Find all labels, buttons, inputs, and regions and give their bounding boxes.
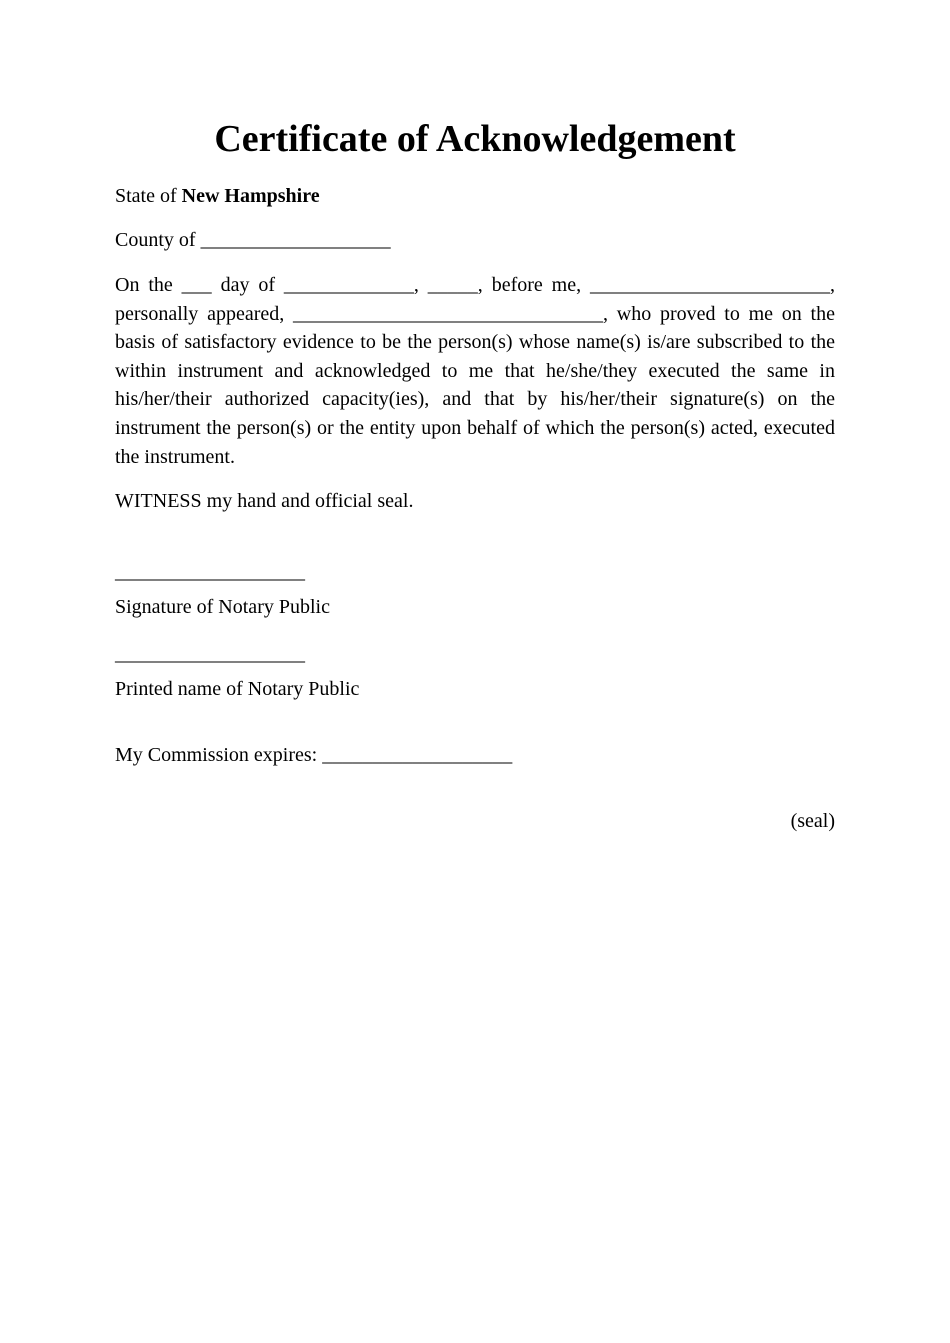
witness-statement: WITNESS my hand and official seal. — [115, 490, 414, 512]
notary-signature-label: Signature of Notary Public — [115, 596, 330, 618]
acknowledgement-paragraph: On the ___ day of _____________, _____, before me, ________________________, personally appeared, _______________________________, who proved to me on the basis of satisfactory evidence to be the person(s) whose name(s) is/are subscribed to the within instrument and acknowledged to me that he/she/they executed the same in his/her/their authorized capacity(ies), and that by his/her/their signature(s) on the instrument the person(s) or the entity upon behalf of which the person(s) acted, executed the instrument. — [115, 274, 835, 468]
notary-printed-name-line: ___________________ — [115, 643, 305, 665]
state-label: State of — [115, 185, 182, 207]
commission-label: My Commission expires: — [115, 744, 323, 766]
county-blank: ___________________ — [200, 229, 391, 251]
state-value: New Hampshire — [181, 185, 320, 207]
commission-blank: ___________________ — [322, 744, 513, 766]
state-line — [115, 182, 320, 210]
notary-signature-line: ___________________ — [115, 561, 305, 583]
notary-printed-name-label: Printed name of Notary Public — [115, 678, 360, 700]
county-label: County of — [115, 229, 201, 251]
county-line — [115, 226, 391, 254]
commission-expiry-line — [115, 741, 512, 769]
seal-placeholder: (seal) — [790, 810, 835, 832]
document-title: Certificate of Acknowledgement — [214, 118, 736, 160]
